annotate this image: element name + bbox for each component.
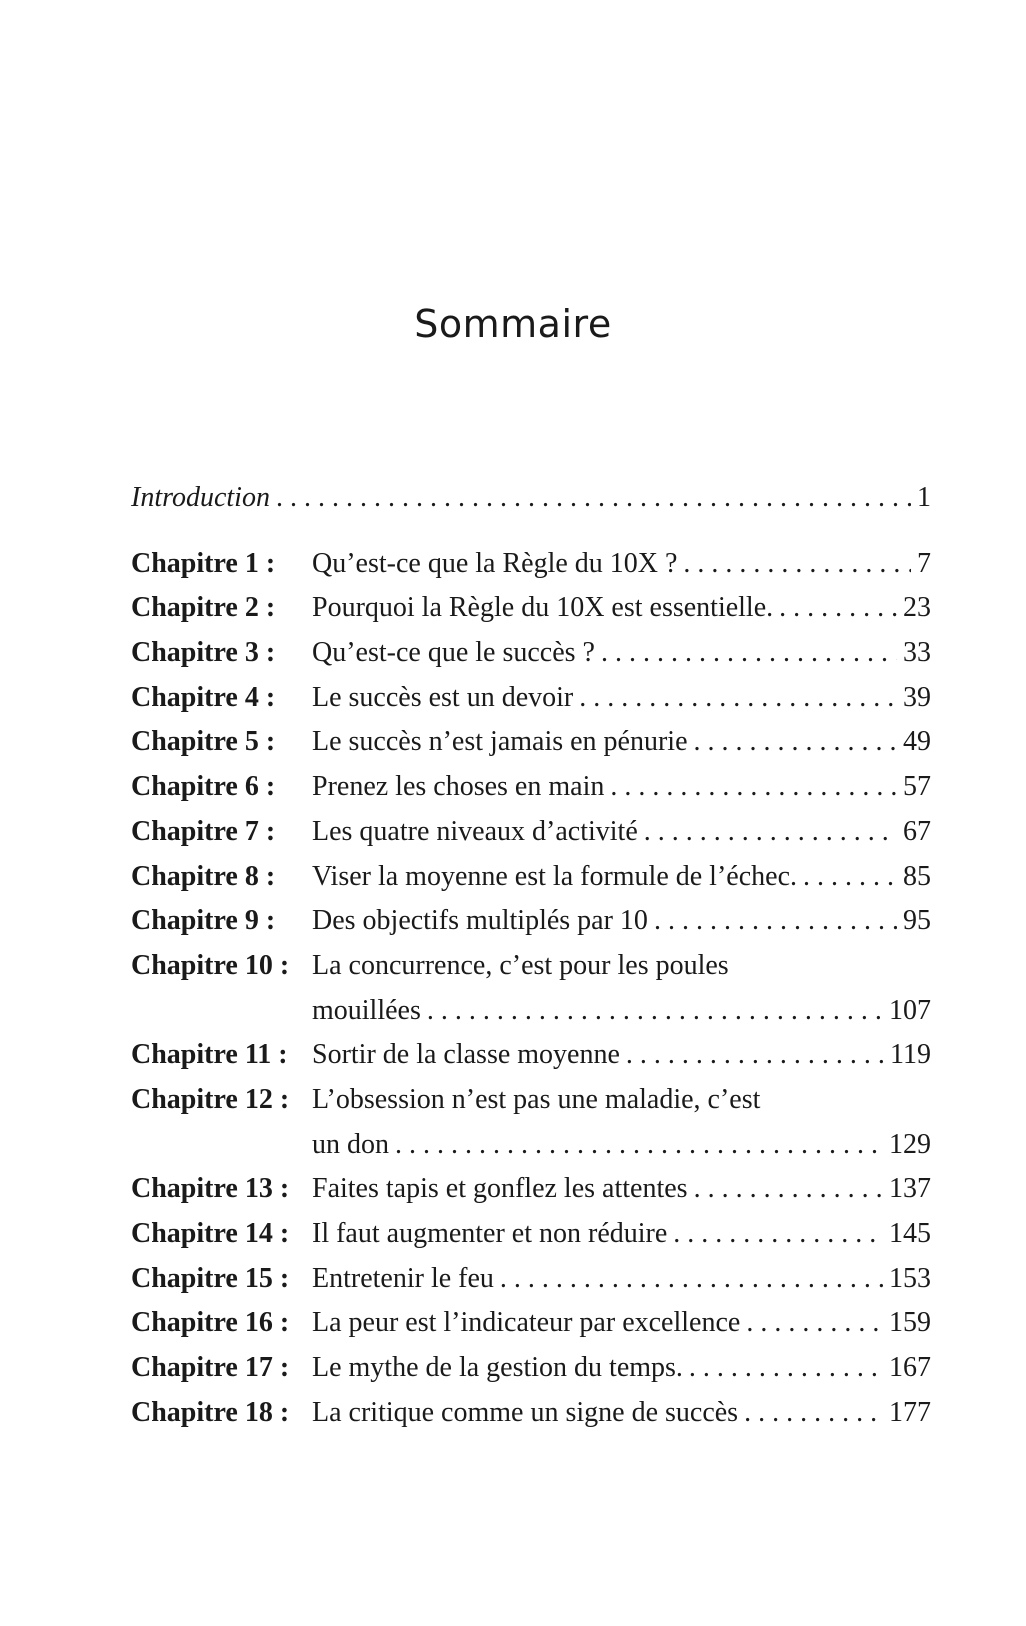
chapter-page: 49: [903, 726, 931, 758]
toc-entry-chapter-11: [131, 1033, 931, 1078]
toc-entry-title: Introduction: [131, 482, 270, 513]
toc-entry-chapter-14: [131, 1212, 931, 1257]
chapter-page: 67: [903, 815, 931, 847]
chapter-page: 153: [889, 1262, 931, 1294]
table-of-contents: [131, 476, 931, 1435]
dot-leader: [395, 1123, 883, 1168]
chapter-page: 95: [903, 905, 931, 937]
toc-entry-chapter-12-continued: [131, 1123, 931, 1168]
chapter-page: 129: [889, 1128, 931, 1160]
dot-leader: [654, 899, 897, 944]
toc-entry-chapter-6: [131, 765, 931, 810]
chapter-label: Chapitre 14 :: [131, 1218, 290, 1249]
dot-leader: [689, 1346, 883, 1391]
chapter-title: La peur est l’indicateur par excellence: [312, 1307, 741, 1339]
chapter-title: Qu’est-ce que la Règle du 10X ?: [312, 547, 678, 579]
chapter-page: 39: [903, 681, 931, 713]
chapter-page: 159: [889, 1307, 931, 1339]
chapter-title: Entretenir le feu: [312, 1262, 494, 1294]
toc-entry-chapter-10-continued: [131, 989, 931, 1034]
chapter-label: Chapitre 8 :: [131, 860, 276, 892]
dot-leader: [610, 765, 897, 810]
toc-entry-chapter-13: [131, 1167, 931, 1212]
toc-entry-chapter-15: [131, 1257, 931, 1302]
chapter-page: 57: [903, 771, 931, 803]
chapter-page: 7: [917, 547, 931, 579]
chapter-title: La critique comme un signe de succès: [312, 1396, 739, 1428]
toc-entry-introduction: [131, 476, 931, 521]
chapter-title: Faites tapis et gonflez les attentes: [312, 1173, 688, 1205]
chapter-title-line1: La concurrence, c’est pour les poules: [312, 949, 729, 981]
page-title: Sommaire: [414, 302, 612, 346]
chapter-page: 167: [889, 1352, 931, 1384]
toc-entry-chapter-1: [131, 542, 931, 587]
chapter-title: Les quatre niveaux d’activité: [312, 815, 638, 847]
dot-leader: [744, 1391, 883, 1436]
chapter-page: 145: [889, 1218, 931, 1249]
dot-leader: [579, 676, 897, 721]
dot-leader: [626, 1033, 884, 1078]
chapter-page: 23: [903, 592, 931, 624]
chapter-label: Chapitre 9 :: [131, 905, 276, 937]
chapter-page: 33: [903, 637, 931, 669]
dot-leader: [746, 1301, 883, 1346]
toc-entry-chapter-12: [131, 1078, 931, 1123]
chapter-label: Chapitre 12 :: [131, 1083, 290, 1115]
toc-entry-chapter-3: [131, 631, 931, 676]
chapter-title: Il faut augmenter et non réduire: [312, 1218, 668, 1249]
chapter-label: Chapitre 6 :: [131, 771, 276, 803]
chapter-title: Des objectifs multiplés par 10: [312, 905, 648, 937]
chapter-title: Le succès est un devoir: [312, 681, 574, 713]
toc-entry-chapter-5: [131, 720, 931, 765]
dot-leader: [276, 476, 911, 521]
chapter-label: Chapitre 5 :: [131, 726, 276, 758]
toc-entry-chapter-4: [131, 676, 931, 721]
dot-leader: [673, 1212, 883, 1257]
chapter-label: Chapitre 13 :: [131, 1173, 290, 1205]
toc-entry-page: 1: [917, 482, 931, 513]
chapter-title: Sortir de la classe moyenne: [312, 1039, 620, 1071]
chapter-title: Qu’est-ce que le succès ?: [312, 637, 595, 669]
dot-leader: [803, 855, 897, 900]
dot-leader: [683, 542, 911, 587]
dot-leader: [601, 631, 897, 676]
toc-entry-chapter-18: [131, 1391, 931, 1436]
chapter-title: Le succès n’est jamais en pénurie: [312, 726, 688, 758]
chapter-page: 119: [890, 1039, 931, 1071]
chapter-page: 107: [889, 994, 931, 1026]
chapter-page: 85: [903, 860, 931, 892]
toc-entry-chapter-8: [131, 855, 931, 900]
toc-entry-chapter-10: [131, 944, 931, 989]
chapter-label: Chapitre 10 :: [131, 949, 290, 981]
toc-entry-chapter-2: [131, 586, 931, 631]
chapter-title-line2: mouillées: [312, 994, 421, 1026]
chapter-page: 137: [889, 1173, 931, 1205]
chapter-label: Chapitre 18 :: [131, 1396, 290, 1428]
chapter-label: Chapitre 4 :: [131, 681, 276, 713]
toc-entry-chapter-16: [131, 1301, 931, 1346]
chapter-page: 177: [889, 1396, 931, 1428]
dot-leader: [694, 720, 897, 765]
chapter-title: Pourquoi la Règle du 10X est essentielle.: [312, 592, 774, 624]
chapter-title-line2: un don: [312, 1128, 389, 1160]
chapter-label: Chapitre 2 :: [131, 592, 276, 624]
chapter-label: Chapitre 16 :: [131, 1307, 290, 1339]
toc-entry-chapter-7: [131, 810, 931, 855]
dot-leader: [427, 989, 883, 1034]
dot-leader: [779, 586, 897, 631]
dot-leader: [694, 1167, 883, 1212]
chapter-label: Chapitre 3 :: [131, 637, 276, 669]
chapter-label: Chapitre 17 :: [131, 1352, 290, 1384]
chapter-label: Chapitre 7 :: [131, 815, 276, 847]
toc-entry-chapter-9: [131, 899, 931, 944]
chapter-title: Le mythe de la gestion du temps.: [312, 1352, 683, 1384]
chapter-label: Chapitre 1 :: [131, 547, 276, 579]
chapter-label: Chapitre 15 :: [131, 1262, 290, 1294]
chapter-title: Prenez les choses en main: [312, 771, 605, 803]
chapter-title: Viser la moyenne est la formule de l’échec.: [312, 860, 797, 892]
chapter-label: Chapitre 11 :: [131, 1039, 288, 1071]
dot-leader: [644, 810, 897, 855]
dot-leader: [500, 1257, 883, 1302]
chapter-title-line1: L’obsession n’est pas une maladie, c’est: [312, 1083, 761, 1115]
toc-entry-chapter-17: [131, 1346, 931, 1391]
